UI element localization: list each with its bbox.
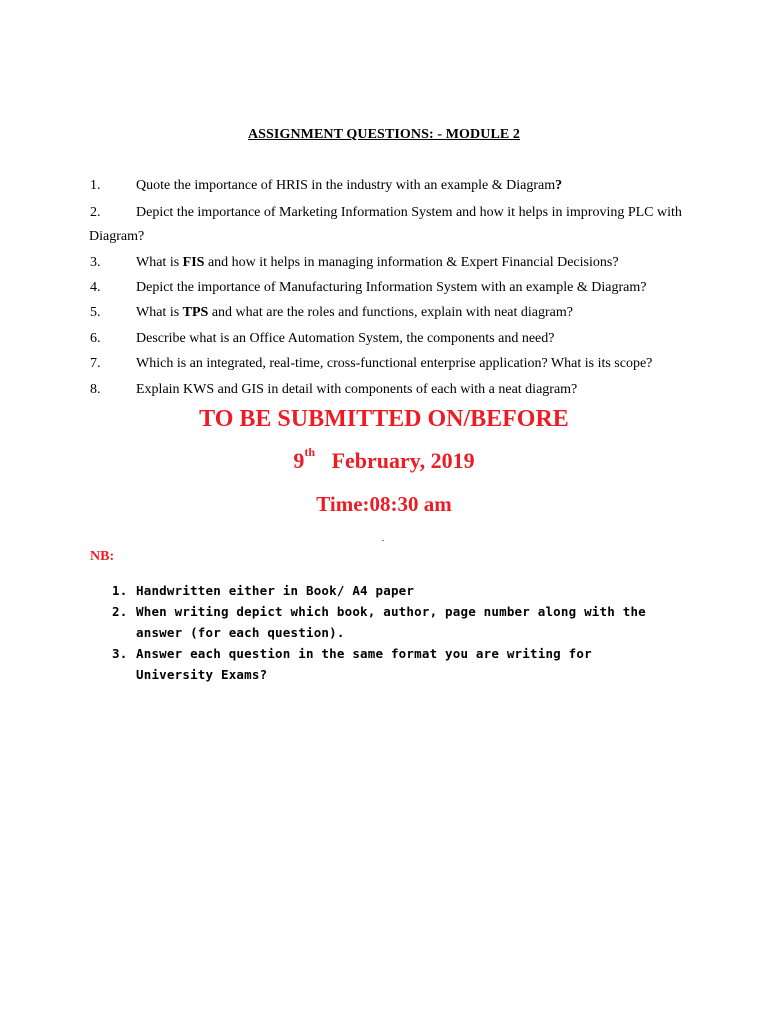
question-number: 4. (90, 280, 101, 295)
question-number: 1. (90, 178, 101, 193)
note-number: 3. (112, 646, 128, 661)
question-text: What is (136, 255, 183, 270)
question-text: Quote the importance of HRIS in the industry with an example & Diagram (136, 178, 556, 193)
submission-day-suffix: th (304, 445, 316, 459)
question-text: Depict the importance of Marketing Information System and how it helps in improving PLC with (136, 205, 682, 220)
question-number: 6. (90, 331, 101, 346)
note-text: When writing depict which book, author, page number along with the answer (for each question). (136, 604, 646, 640)
question-item (90, 327, 690, 351)
question-text-bold: FIS (182, 255, 205, 270)
question-number: 2. (90, 205, 101, 220)
question-text-bold: ? (555, 178, 563, 193)
stray-dot (382, 540, 384, 541)
note-text: Answer each question in the same format you are writing for University Exams? (136, 646, 592, 682)
notes-list (112, 580, 672, 685)
question-text-bold: TPS (182, 305, 209, 320)
submission-time: Time:08:30 am (316, 492, 452, 516)
question-item (90, 276, 690, 300)
note-text: Handwritten either in Book/ A4 paper (136, 583, 415, 598)
question-number: 3. (90, 255, 101, 270)
submission-date (0, 445, 768, 474)
question-number: 8. (90, 382, 101, 397)
question-item (90, 201, 690, 249)
note-item (112, 643, 672, 685)
question-item (90, 352, 690, 376)
question-item (90, 174, 690, 198)
nb-label: NB: (90, 549, 115, 564)
question-number: 5. (90, 305, 101, 320)
page-title: ASSIGNMENT QUESTIONS: - MODULE 2 (247, 127, 521, 142)
note-item (112, 580, 672, 601)
note-number: 1. (112, 583, 128, 598)
question-text: What is (136, 305, 183, 320)
question-number: 7. (90, 356, 101, 371)
submission-day: 9 (293, 448, 305, 473)
question-text: Which is an integrated, real-time, cross-functional enterprise application? What is its scope? (136, 356, 653, 371)
note-item (112, 601, 672, 643)
submission-month-year: February, 2019 (331, 448, 475, 473)
question-text: Depict the importance of Manufacturing Information System with an example & Diagram? (136, 280, 647, 295)
question-text: Describe what is an Office Automation System, the components and need? (136, 331, 555, 346)
question-text-end: and how it helps in managing information & Expert Financial Decisions? (204, 255, 619, 270)
question-item (90, 378, 690, 402)
question-text-end: and what are the roles and functions, explain with neat diagram? (208, 305, 573, 320)
submission-heading: TO BE SUBMITTED ON/BEFORE (199, 406, 569, 432)
question-item (90, 251, 690, 275)
question-item (90, 301, 690, 325)
question-text: Explain KWS and GIS in detail with components of each with a neat diagram? (136, 382, 578, 397)
note-number: 2. (112, 604, 128, 619)
question-continuation: Diagram? (89, 229, 145, 244)
